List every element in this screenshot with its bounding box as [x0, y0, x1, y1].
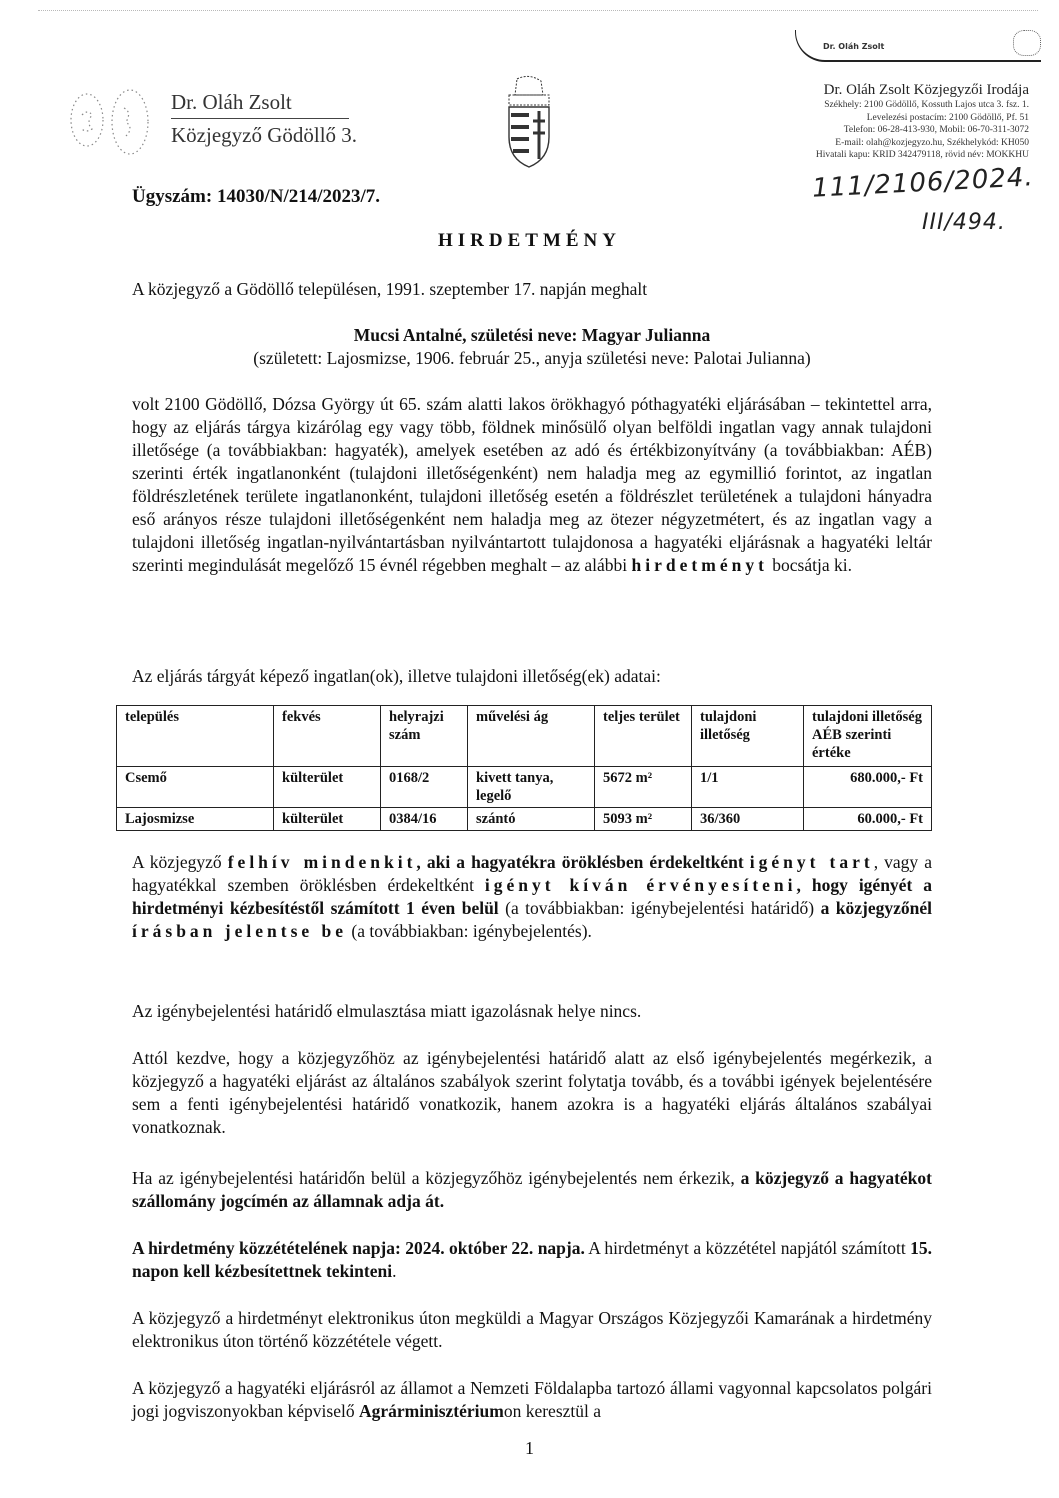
- col-header-location: fekvés: [274, 706, 381, 767]
- cell-area: 5672 m²: [595, 767, 692, 808]
- document-title: HIRDETMÉNY: [437, 230, 621, 251]
- office-phone: Telefon: 06-28-413-930, Mobil: 06-70-311-3072: [843, 125, 1029, 135]
- case-number: Ügyszám: 14030/N/214/2023/7.: [132, 186, 381, 207]
- deceased-name: Mucsi Antalné, születési neve: Magyar Julianna: [353, 325, 711, 345]
- call-text: (a továbbiakban: igénybejelentés).: [347, 921, 592, 941]
- handwritten-registry-number: 111/2106/2024.: [811, 162, 1035, 204]
- call-text: , vagy a hagyatékkal szemben öröklésben érdekeltként: [132, 852, 932, 895]
- cell-cultivation: kivett tanya, legelő: [468, 767, 595, 808]
- no-excuse-paragraph: Az igénybejelentési határidő elmulasztása miatt igazolásnak helye nincs.: [132, 1001, 642, 1021]
- main-paragraph-emphasis: hirdetményt: [631, 555, 768, 575]
- cell-location: külterület: [274, 767, 381, 808]
- cell-lot-number: 0168/2: [381, 767, 468, 808]
- call-paragraph: [132, 851, 932, 943]
- call-text: , aki a hagyatékra öröklésben érdekeltként: [416, 852, 744, 872]
- chamber-paragraph: A közjegyző a hirdetményt elektronikus úton megküldi a Magyar Országos Közjegyzői Kamarának a hirdetmény elektronikus úton történő közzététele végett.: [132, 1308, 932, 1351]
- page-number: 1: [525, 1438, 534, 1458]
- col-header-area: teljes terület: [595, 706, 692, 767]
- call-emphasis: felhív mindenkit: [227, 852, 417, 872]
- ministry-text: on keresztül a: [503, 1401, 602, 1421]
- publication-text: A hirdetményt a közzététel napjától számított: [584, 1238, 911, 1258]
- col-header-lot-number: helyrajzi szám: [381, 706, 468, 767]
- table-header-row: [117, 706, 932, 767]
- cell-share: 1/1: [692, 767, 804, 808]
- notary-stamp: [795, 22, 1045, 64]
- no-claim-text: Ha az igénybejelentési határidőn belül a közjegyzőhöz igénybejelentés nem érkezik,: [132, 1168, 741, 1188]
- office-contact-block: [699, 82, 1029, 162]
- property-table: [116, 705, 932, 831]
- cell-settlement: Csemő: [117, 767, 274, 808]
- office-title: Dr. Oláh Zsolt Közjegyzői Irodája: [823, 82, 1029, 98]
- publication-delivery-day: 15. napon kell kézbesítettnek tekinteni: [132, 1238, 932, 1281]
- first-claim-paragraph: Attól kezdve, hogy a közjegyzőhöz az igénybejelentési határidő alatt az első igénybejelentés megérkezik, a közjegyző a hagyatéki eljárást az általános szabályok szerint folytatja tovább, és a további igények bejelentésére sem a fenti igénybejelentési határidő vonatkozik, hanem azokra is a hagyatéki eljárás általános szabályai vonatkoznak.: [132, 1048, 932, 1137]
- cell-lot-number: 0384/16: [381, 808, 468, 831]
- cell-value: 60.000,- Ft: [804, 808, 932, 831]
- call-text: A közjegyző: [132, 852, 222, 872]
- col-header-cultivation: művelési ág: [468, 706, 595, 767]
- table-row: [117, 767, 932, 808]
- main-paragraph: [132, 393, 932, 577]
- no-claim-bold: a közjegyző a hagyatékot szállomány jogcímén az államnak adja át.: [132, 1168, 932, 1211]
- main-paragraph-tail: bocsátja ki.: [772, 555, 852, 575]
- ministry-text: A közjegyző a hagyatéki eljárásról az államot a Nemzeti Földalapba tartozó állami vagyonnal kapcsolatos polgári jogi jogviszonyokban képviselő: [132, 1378, 932, 1421]
- handwritten-sub-number: III/494.: [922, 210, 1006, 235]
- call-emphasis: igényt tart: [749, 852, 874, 872]
- scan-dotted-line: [38, 10, 1038, 13]
- cell-settlement: Lajosmizse: [117, 808, 274, 831]
- call-emphasis: írásban jelentse be: [132, 921, 348, 941]
- table-row: [117, 808, 932, 831]
- notary-office: Közjegyző Gödöllő 3.: [171, 123, 358, 147]
- call-deadline: , hogy igényét a hirdetményi kézbesítéstől számított 1 éven belül: [132, 875, 932, 918]
- cell-share: 36/360: [692, 808, 804, 831]
- office-postal-address: Levelezési postacím: 2100 Gödöllő, Pf. 51: [866, 112, 1029, 123]
- no-claim-paragraph: [132, 1167, 932, 1213]
- call-emphasis: igényt kíván érvényesíteni: [484, 875, 797, 895]
- notary-seal-icon: [62, 80, 152, 160]
- publication-paragraph: [132, 1237, 932, 1283]
- hungarian-coat-of-arms-icon: [503, 75, 555, 170]
- notary-name: Dr. Oláh Zsolt: [171, 90, 349, 119]
- call-text: (a továbbiakban: igénybejelentési határidő): [498, 898, 821, 918]
- cell-location: külterület: [274, 808, 381, 831]
- col-header-value: tulajdoni illetőség AÉB szerinti értéke: [804, 706, 932, 767]
- office-email: E-mail: olah@kozjegyzo.hu, Székhelykód: KH050: [835, 137, 1029, 148]
- ministry-name: Agrárminisztérium: [359, 1401, 504, 1421]
- stamp-logo-icon: [1013, 30, 1041, 56]
- publication-date: A hirdetmény közzétételének napja: 2024. október 22. napja.: [132, 1238, 585, 1258]
- call-text: a közjegyzőnél: [820, 898, 932, 918]
- deceased-details: (született: Lajosmizse, 1906. február 25., anyja születési neve: Palotai Julianna): [253, 348, 811, 368]
- main-paragraph-body: volt 2100 Gödöllő, Dózsa György út 65. szám alatti lakos örökhagyó póthagyatéki eljárásában – tekintettel arra, hogy az eljárás tárgya kizárólag egy vagy több, földnek minősülő olyan belföldi ingatlan vagy annak tulajdoni illetősége (a továbbiakban: hagyaték), amelyek esetében az adó és értékbizonyítvány (a továbbiakban: AÉB) szerinti érték ingatlanonként (tulajdoni illetőségenként) nem haladja meg az egymillió forintot, az ingatlan földrészletének területe ingatlanonként, tulajdoni illetőség esetén a földrészlet területének a tulajdoni hányadra eső arányos része tulajdoni illetőségenként nem haladja meg az ötezer négyzetmétert, és az ingatlan vagy a tulajdoni illetőség ingatlan-nyilvántartásban nyilvántartott tulajdonosa a hagyatéki eljárásnak a hagyatéki leltár szerinti megindulását megelőző 15 évnél régebben meghalt – az alábbi: [132, 394, 932, 575]
- cell-cultivation: szántó: [468, 808, 595, 831]
- table-intro: Az eljárás tárgyát képező ingatlan(ok), illetve tulajdoni illetőség(ek) adatai:: [132, 666, 661, 686]
- intro-text: A közjegyző a Gödöllő településen, 1991. szeptember 17. napján meghalt: [132, 279, 648, 299]
- col-header-share: tulajdoni illetőség: [692, 706, 804, 767]
- stamp-name: Dr. Oláh Zsolt: [823, 42, 885, 51]
- office-address: Székhely: 2100 Gödöllő, Kossuth Lajos utca 3. fsz. 1.: [824, 100, 1029, 110]
- col-header-settlement: település: [117, 706, 274, 767]
- ministry-paragraph: [132, 1377, 932, 1423]
- cell-area: 5093 m²: [595, 808, 692, 831]
- cell-value: 680.000,- Ft: [804, 767, 932, 808]
- publication-text: .: [392, 1261, 397, 1281]
- office-gateway: Hivatali kapu: KRID 342479118, rövid név: MOKKHU: [815, 150, 1029, 160]
